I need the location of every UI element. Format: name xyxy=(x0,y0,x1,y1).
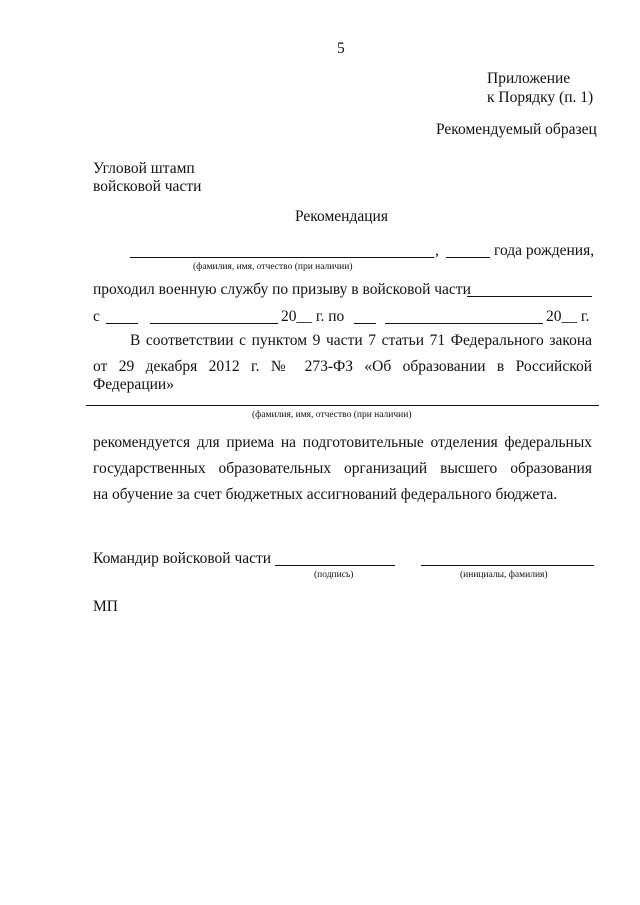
full-name-blank-line xyxy=(86,405,599,406)
to-day-blank-line xyxy=(354,323,376,324)
document-title: Рекомендация xyxy=(295,208,388,225)
signature-caption: (подпись) xyxy=(314,570,354,580)
from-month-blank-line xyxy=(150,323,278,324)
birth-year-blank-line xyxy=(446,257,490,258)
law-line-2: от 29 декабря 2012 г. № 273-ФЗ «Об образовании в Российской Федерации» xyxy=(93,358,592,393)
recommend-line-3: на обучение за счет бюджетных ассигнований федерального бюджета. xyxy=(93,486,558,503)
commander-label: Командир войсковой части xyxy=(93,550,272,567)
stamp-line-1: Угловой штамп xyxy=(93,160,195,177)
full-name-caption: (фамилия, имя, отчество (при наличии) xyxy=(252,410,412,420)
sample-note: Рекомендуемый образец xyxy=(436,121,597,138)
recommend-line-1: рекомендуется для приема на подготовительные отделения федеральных xyxy=(93,434,592,451)
appendix-line-2: к Порядку (п. 1) xyxy=(487,89,594,106)
appendix-line-1: Приложение xyxy=(487,70,571,87)
name-blank-line xyxy=(130,257,434,258)
to-month-blank-line xyxy=(385,323,543,324)
name-caption: (фамилия, имя, отчество (при наличии) xyxy=(193,262,353,272)
from-day-blank-line xyxy=(106,323,138,324)
initials-caption: (инициалы, фамилия) xyxy=(460,570,548,580)
signature-blank-line xyxy=(275,565,395,566)
unit-blank-line xyxy=(467,296,592,297)
stamp-line-2: войсковой части xyxy=(93,178,202,195)
initials-blank-line xyxy=(421,565,594,566)
seal-mark: МП xyxy=(93,598,118,615)
to-year-text: 20__ г. xyxy=(546,308,590,325)
law-line-1: В соответствии с пунктом 9 части 7 статьи 71 Федерального закона xyxy=(130,332,592,349)
recommend-line-2: государственных образовательных организаций высшего образования xyxy=(93,460,592,477)
birth-year-text: года рождения, xyxy=(494,242,595,259)
from-year-text: 20__ г. по xyxy=(281,308,345,325)
name-comma: , xyxy=(435,242,439,259)
date-from-label: с xyxy=(93,308,100,325)
service-text: проходил военную службу по призыву в войсковой части xyxy=(93,281,471,298)
page-number: 5 xyxy=(337,40,345,57)
